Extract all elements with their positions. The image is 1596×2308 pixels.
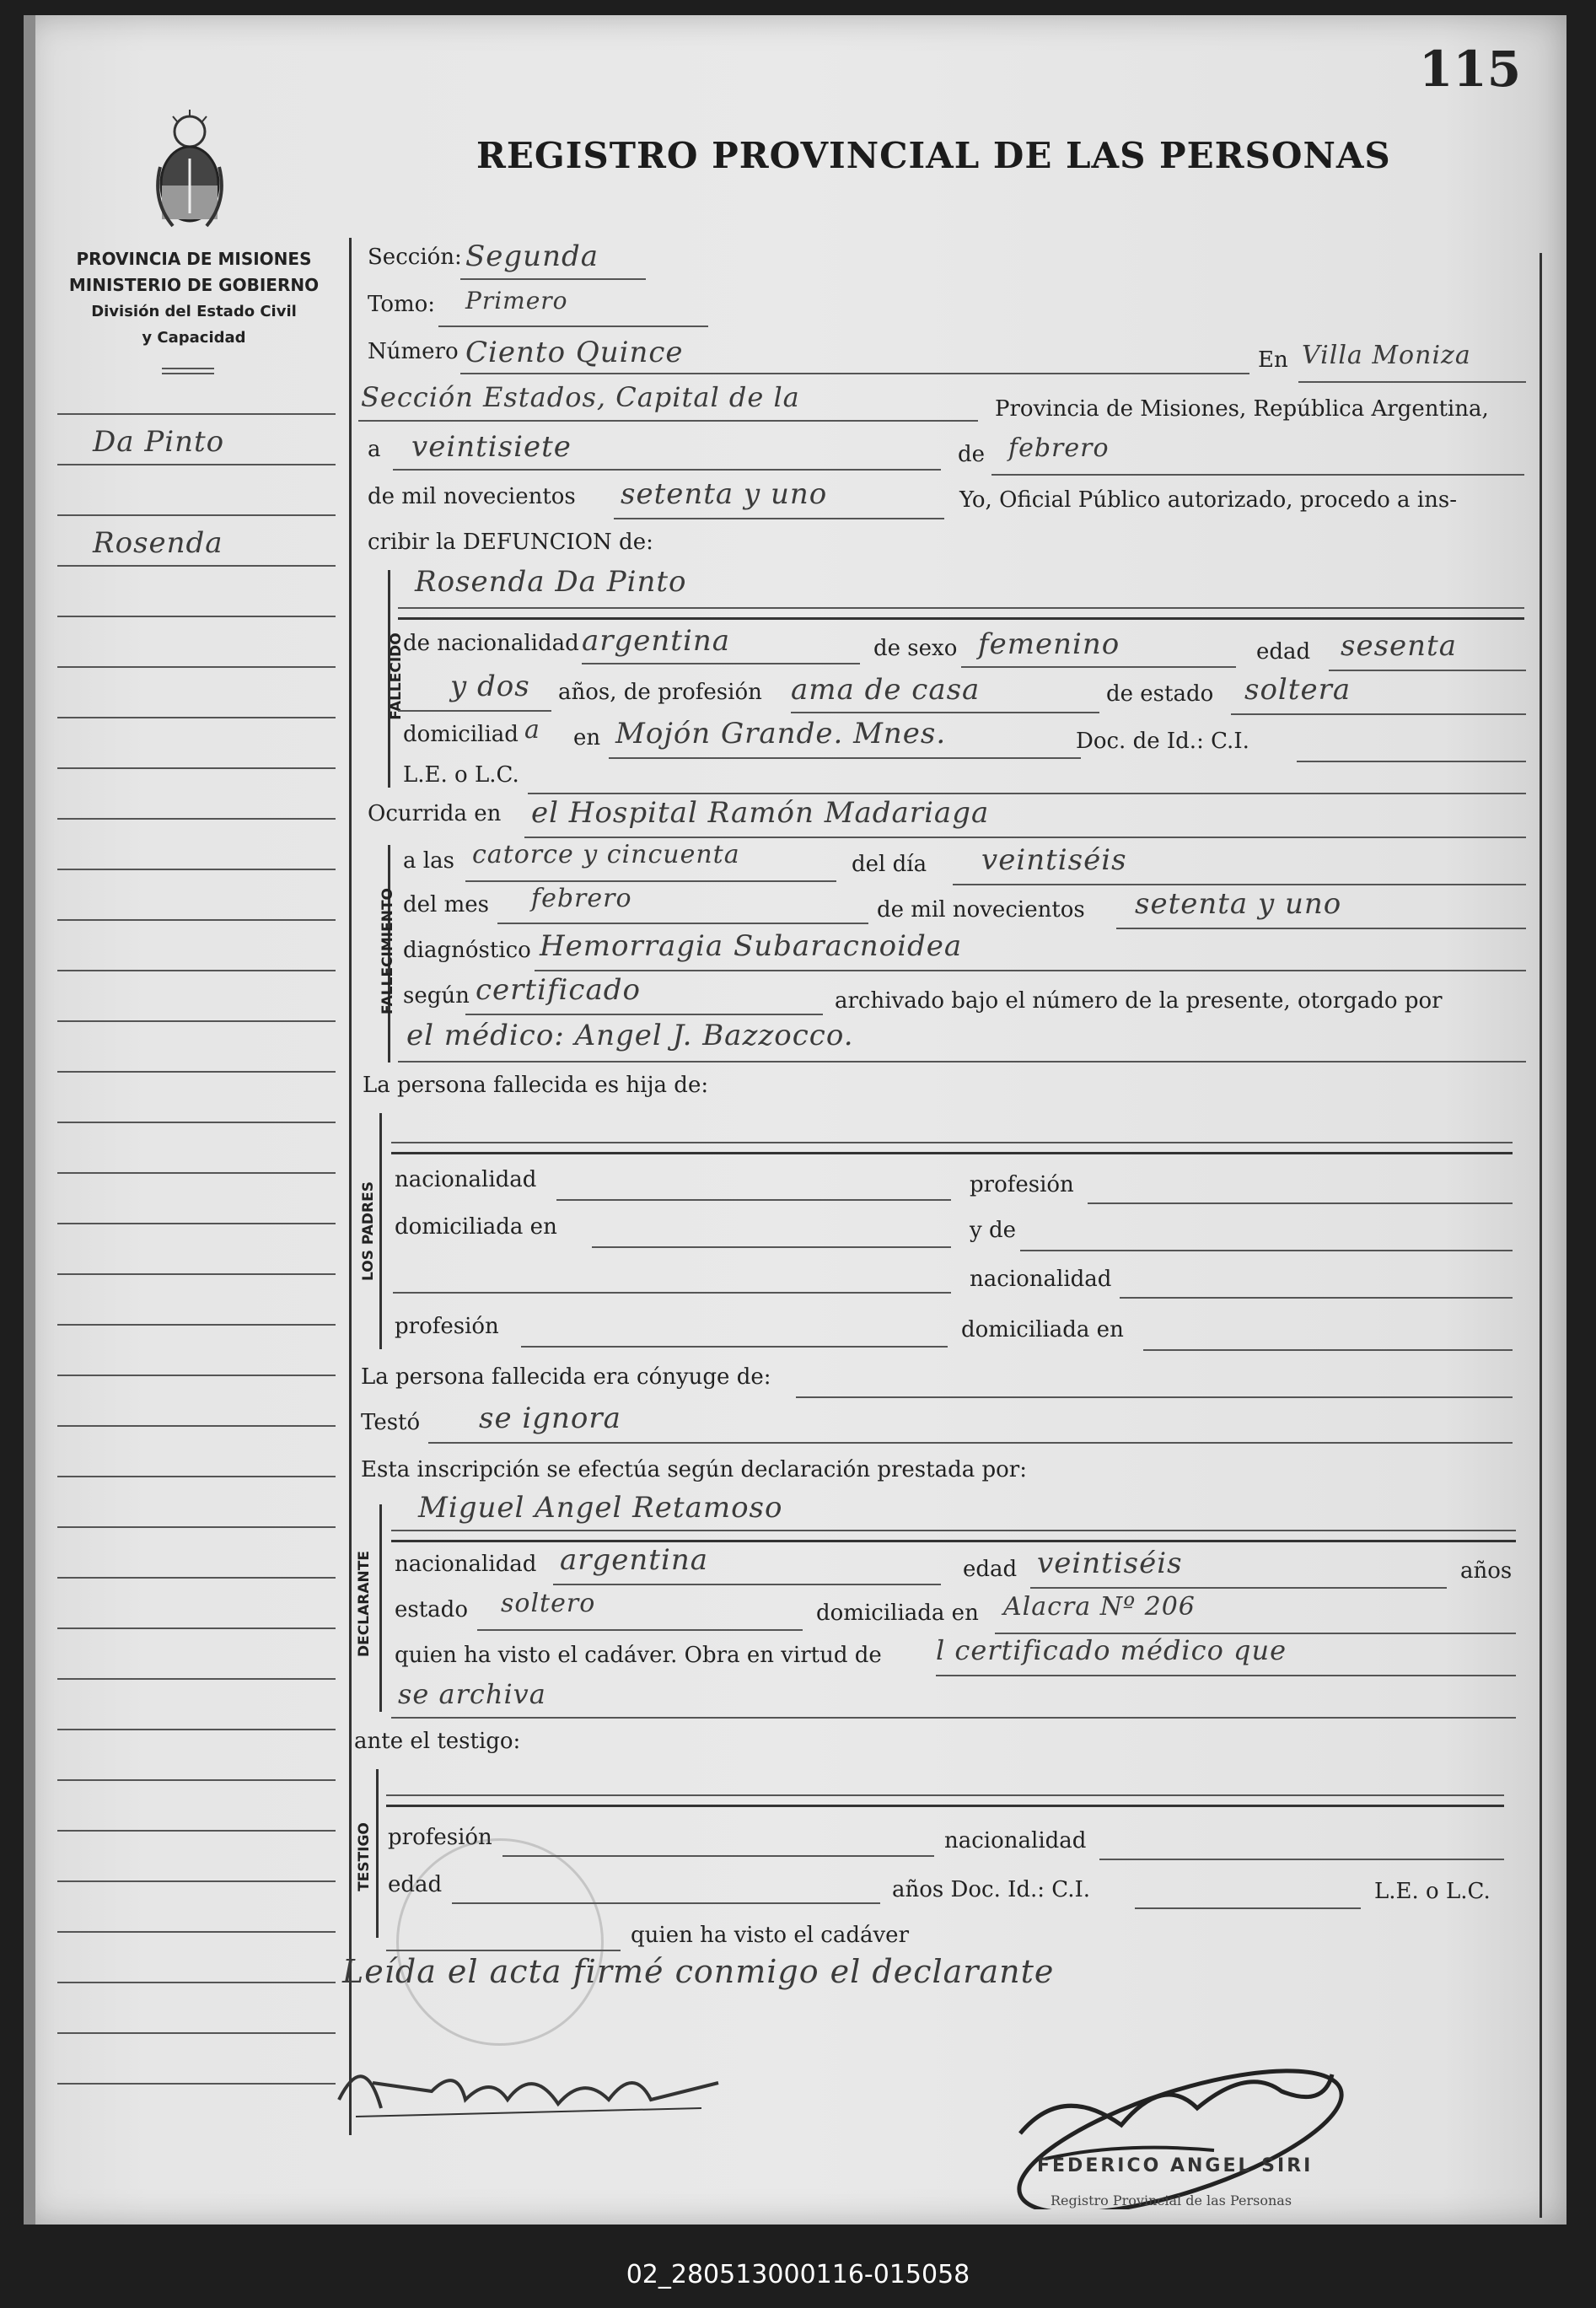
margin-surname: Da Pinto bbox=[93, 425, 225, 459]
label-p-domiciliada-2: domiciliada en bbox=[961, 1317, 1124, 1342]
label-conyuge: La persona fallecida era cónyuge de: bbox=[361, 1364, 771, 1390]
label-archivado: archivado bajo el número de la presente, otorgado por bbox=[835, 988, 1443, 1014]
label-del-dia: del día bbox=[852, 852, 927, 877]
value-mes: febrero bbox=[1008, 433, 1110, 463]
declarante-bracket bbox=[379, 1504, 382, 1712]
footer-code: 02_280513000116-015058 bbox=[626, 2260, 970, 2289]
value-medico: el médico: Angel J. Bazzocco. bbox=[406, 1019, 854, 1052]
value-diagnostico: Hemorragia Subaracnoidea bbox=[540, 929, 963, 963]
page-number: 115 bbox=[1419, 40, 1522, 98]
sidebar-underline bbox=[162, 368, 214, 369]
label-d-nacionalidad: nacionalidad bbox=[395, 1552, 537, 1577]
label-d-estado: estado bbox=[395, 1597, 468, 1622]
label-a: a bbox=[368, 437, 381, 462]
label-d-edad: edad bbox=[963, 1557, 1018, 1582]
label-diagnostico: diagnóstico bbox=[403, 938, 531, 963]
label-d-quien: quien ha visto el cadáver. Obra en virtud de bbox=[395, 1643, 882, 1668]
label-domiciliad: domiciliad bbox=[403, 722, 519, 747]
label-segun: según bbox=[403, 983, 470, 1009]
label-t-nacionalidad: nacionalidad bbox=[944, 1828, 1087, 1853]
value-leida: Leída el acta firmé conmigo el declarante bbox=[342, 1953, 1055, 1990]
value-seccion-estado: Sección Estados, Capital de la bbox=[361, 381, 800, 413]
officer-stamp-name: FEDERICO ANGEL SIRI bbox=[1037, 2155, 1314, 2176]
label-ocurrida: Ocurrida en bbox=[368, 801, 502, 826]
label-estado: de estado bbox=[1106, 681, 1214, 707]
value-tomo: Primero bbox=[465, 287, 568, 315]
argentine-coat-of-arms-icon bbox=[152, 108, 228, 234]
value-d-estado: soltero bbox=[501, 1589, 596, 1618]
value-d-nacionalidad: argentina bbox=[560, 1543, 709, 1577]
label-p-nacionalidad: nacionalidad bbox=[395, 1167, 537, 1192]
value-seccion: Segunda bbox=[465, 239, 599, 273]
label-tomo: Tomo: bbox=[368, 292, 436, 317]
padres-double-rule bbox=[391, 1152, 1513, 1154]
value-numero: Ciento Quince bbox=[465, 336, 684, 369]
label-del-mes: del mes bbox=[403, 892, 489, 917]
value-d-obra-2: se archiva bbox=[398, 1678, 546, 1710]
value-sexo: femenino bbox=[978, 627, 1120, 661]
label-y-de: y de bbox=[970, 1218, 1016, 1243]
value-en: Villa Moniza bbox=[1302, 341, 1471, 370]
label-testigo: TESTIGO bbox=[356, 1822, 373, 1891]
value-domicilio-suffix: a bbox=[524, 715, 540, 745]
value-domicilio: Mojón Grande. Mnes. bbox=[615, 717, 947, 751]
label-t-le: L.E. o L.C. bbox=[1374, 1879, 1491, 1904]
faint-seal-stamp bbox=[396, 1838, 604, 2046]
value-d-obra: l certificado médico que bbox=[936, 1634, 1287, 1666]
label-p-nacionalidad-2: nacionalidad bbox=[970, 1267, 1112, 1292]
sidebar-division: División del Estado Civil bbox=[91, 303, 297, 320]
label-testo: Testó bbox=[361, 1410, 421, 1435]
label-p-profesion: profesión bbox=[970, 1172, 1074, 1197]
label-d-domiciliada: domiciliada en bbox=[816, 1601, 979, 1626]
label-t-quien: quien ha visto el cadáver bbox=[631, 1923, 910, 1948]
page-title: REGISTRO PROVINCIAL DE LAS PERSONAS bbox=[476, 135, 1391, 176]
declarant-signature bbox=[330, 2032, 735, 2133]
label-p-domiciliada: domiciliada en bbox=[395, 1214, 557, 1240]
label-provincia: Provincia de Misiones, República Argentina, bbox=[995, 396, 1489, 422]
value-declarante: Miguel Angel Retamoso bbox=[418, 1491, 783, 1525]
value-d-domicilio: Alacra Nº 206 bbox=[1003, 1592, 1196, 1622]
label-en: En bbox=[1258, 347, 1288, 373]
value-anio-fall: setenta y uno bbox=[1135, 887, 1342, 921]
testigo-bracket bbox=[376, 1769, 379, 1938]
label-edad: edad bbox=[1256, 639, 1311, 664]
sidebar-province: PROVINCIA DE MISIONES bbox=[76, 249, 312, 269]
label-numero: Número bbox=[368, 339, 459, 364]
value-testo: se ignora bbox=[479, 1401, 621, 1435]
label-hija-de: La persona fallecida es hija de: bbox=[363, 1073, 709, 1098]
label-le-lc: L.E. o L.C. bbox=[403, 762, 519, 788]
officer-signature bbox=[995, 2058, 1349, 2209]
label-fallecido: FALLECIDO bbox=[388, 632, 405, 720]
label-sexo: de sexo bbox=[873, 636, 958, 661]
label-seccion: Sección: bbox=[368, 245, 462, 270]
label-t-anos: años Doc. Id.: C.I. bbox=[892, 1877, 1091, 1902]
right-border bbox=[1540, 253, 1542, 2218]
sidebar-ministry: MINISTERIO DE GOBIERNO bbox=[68, 275, 320, 295]
label-t-edad: edad bbox=[388, 1872, 443, 1897]
label-a-las: a las bbox=[403, 848, 454, 874]
value-profesion: ama de casa bbox=[791, 673, 981, 707]
testigo-double-rule bbox=[386, 1805, 1504, 1807]
sidebar-header bbox=[51, 246, 337, 351]
label-inscripcion: Esta inscripción se efectúa según declaración prestada por: bbox=[361, 1457, 1027, 1482]
value-estado: soltera bbox=[1244, 673, 1351, 707]
sidebar-capacity: y Capacidad bbox=[142, 329, 246, 347]
declarante-double-rule bbox=[391, 1540, 1516, 1542]
sidebar-underline-2 bbox=[162, 373, 214, 374]
name-double-rule bbox=[398, 617, 1524, 620]
label-anos-profesion: años, de profesión bbox=[558, 680, 762, 705]
label-p-profesion-2: profesión bbox=[395, 1314, 499, 1339]
label-t-profesion: profesión bbox=[388, 1825, 492, 1850]
label-de-mil: de mil novecientos bbox=[368, 484, 576, 509]
value-nombre: Rosenda Da Pinto bbox=[415, 565, 687, 599]
value-anio: setenta y uno bbox=[621, 477, 828, 511]
value-ocurrida: el Hospital Ramón Madariaga bbox=[531, 796, 990, 830]
value-dia: veintisiete bbox=[411, 430, 572, 464]
value-edad-b: y dos bbox=[450, 670, 530, 703]
officer-stamp-registry: Registro Provincial de las Personas bbox=[1051, 2192, 1292, 2208]
value-dia-fall: veintiséis bbox=[981, 843, 1127, 877]
label-doc-id: Doc. de Id.: C.I. bbox=[1076, 729, 1249, 754]
label-ante: ante el testigo: bbox=[354, 1729, 521, 1754]
value-nacionalidad: argentina bbox=[582, 624, 731, 658]
value-segun: certificado bbox=[476, 973, 641, 1007]
value-edad-a: sesenta bbox=[1341, 629, 1457, 663]
label-d-anos: años bbox=[1460, 1558, 1513, 1584]
value-d-edad: veintiséis bbox=[1037, 1547, 1183, 1580]
label-yo: Yo, Oficial Público autorizado, procedo a ins- bbox=[959, 487, 1458, 513]
column-divider bbox=[349, 238, 352, 2135]
label-fallecimiento: FALLECIMIENTO bbox=[379, 887, 396, 1015]
binding-edge bbox=[24, 15, 35, 2225]
padres-bracket bbox=[379, 1113, 382, 1349]
label-declarante: DECLARANTE bbox=[356, 1551, 373, 1657]
label-de-mil-fall: de mil novecientos bbox=[877, 897, 1085, 923]
value-hora: catorce y cincuenta bbox=[472, 840, 740, 869]
label-de: de bbox=[958, 442, 986, 467]
margin-given-name: Rosenda bbox=[93, 526, 223, 560]
label-cribir: cribir la DEFUNCION de: bbox=[368, 530, 653, 555]
label-padres: LOS PADRES bbox=[360, 1181, 377, 1281]
label-nacionalidad: de nacionalidad bbox=[403, 631, 579, 656]
label-en-domicilio: en bbox=[573, 725, 601, 751]
value-mes-fall: febrero bbox=[531, 884, 632, 913]
